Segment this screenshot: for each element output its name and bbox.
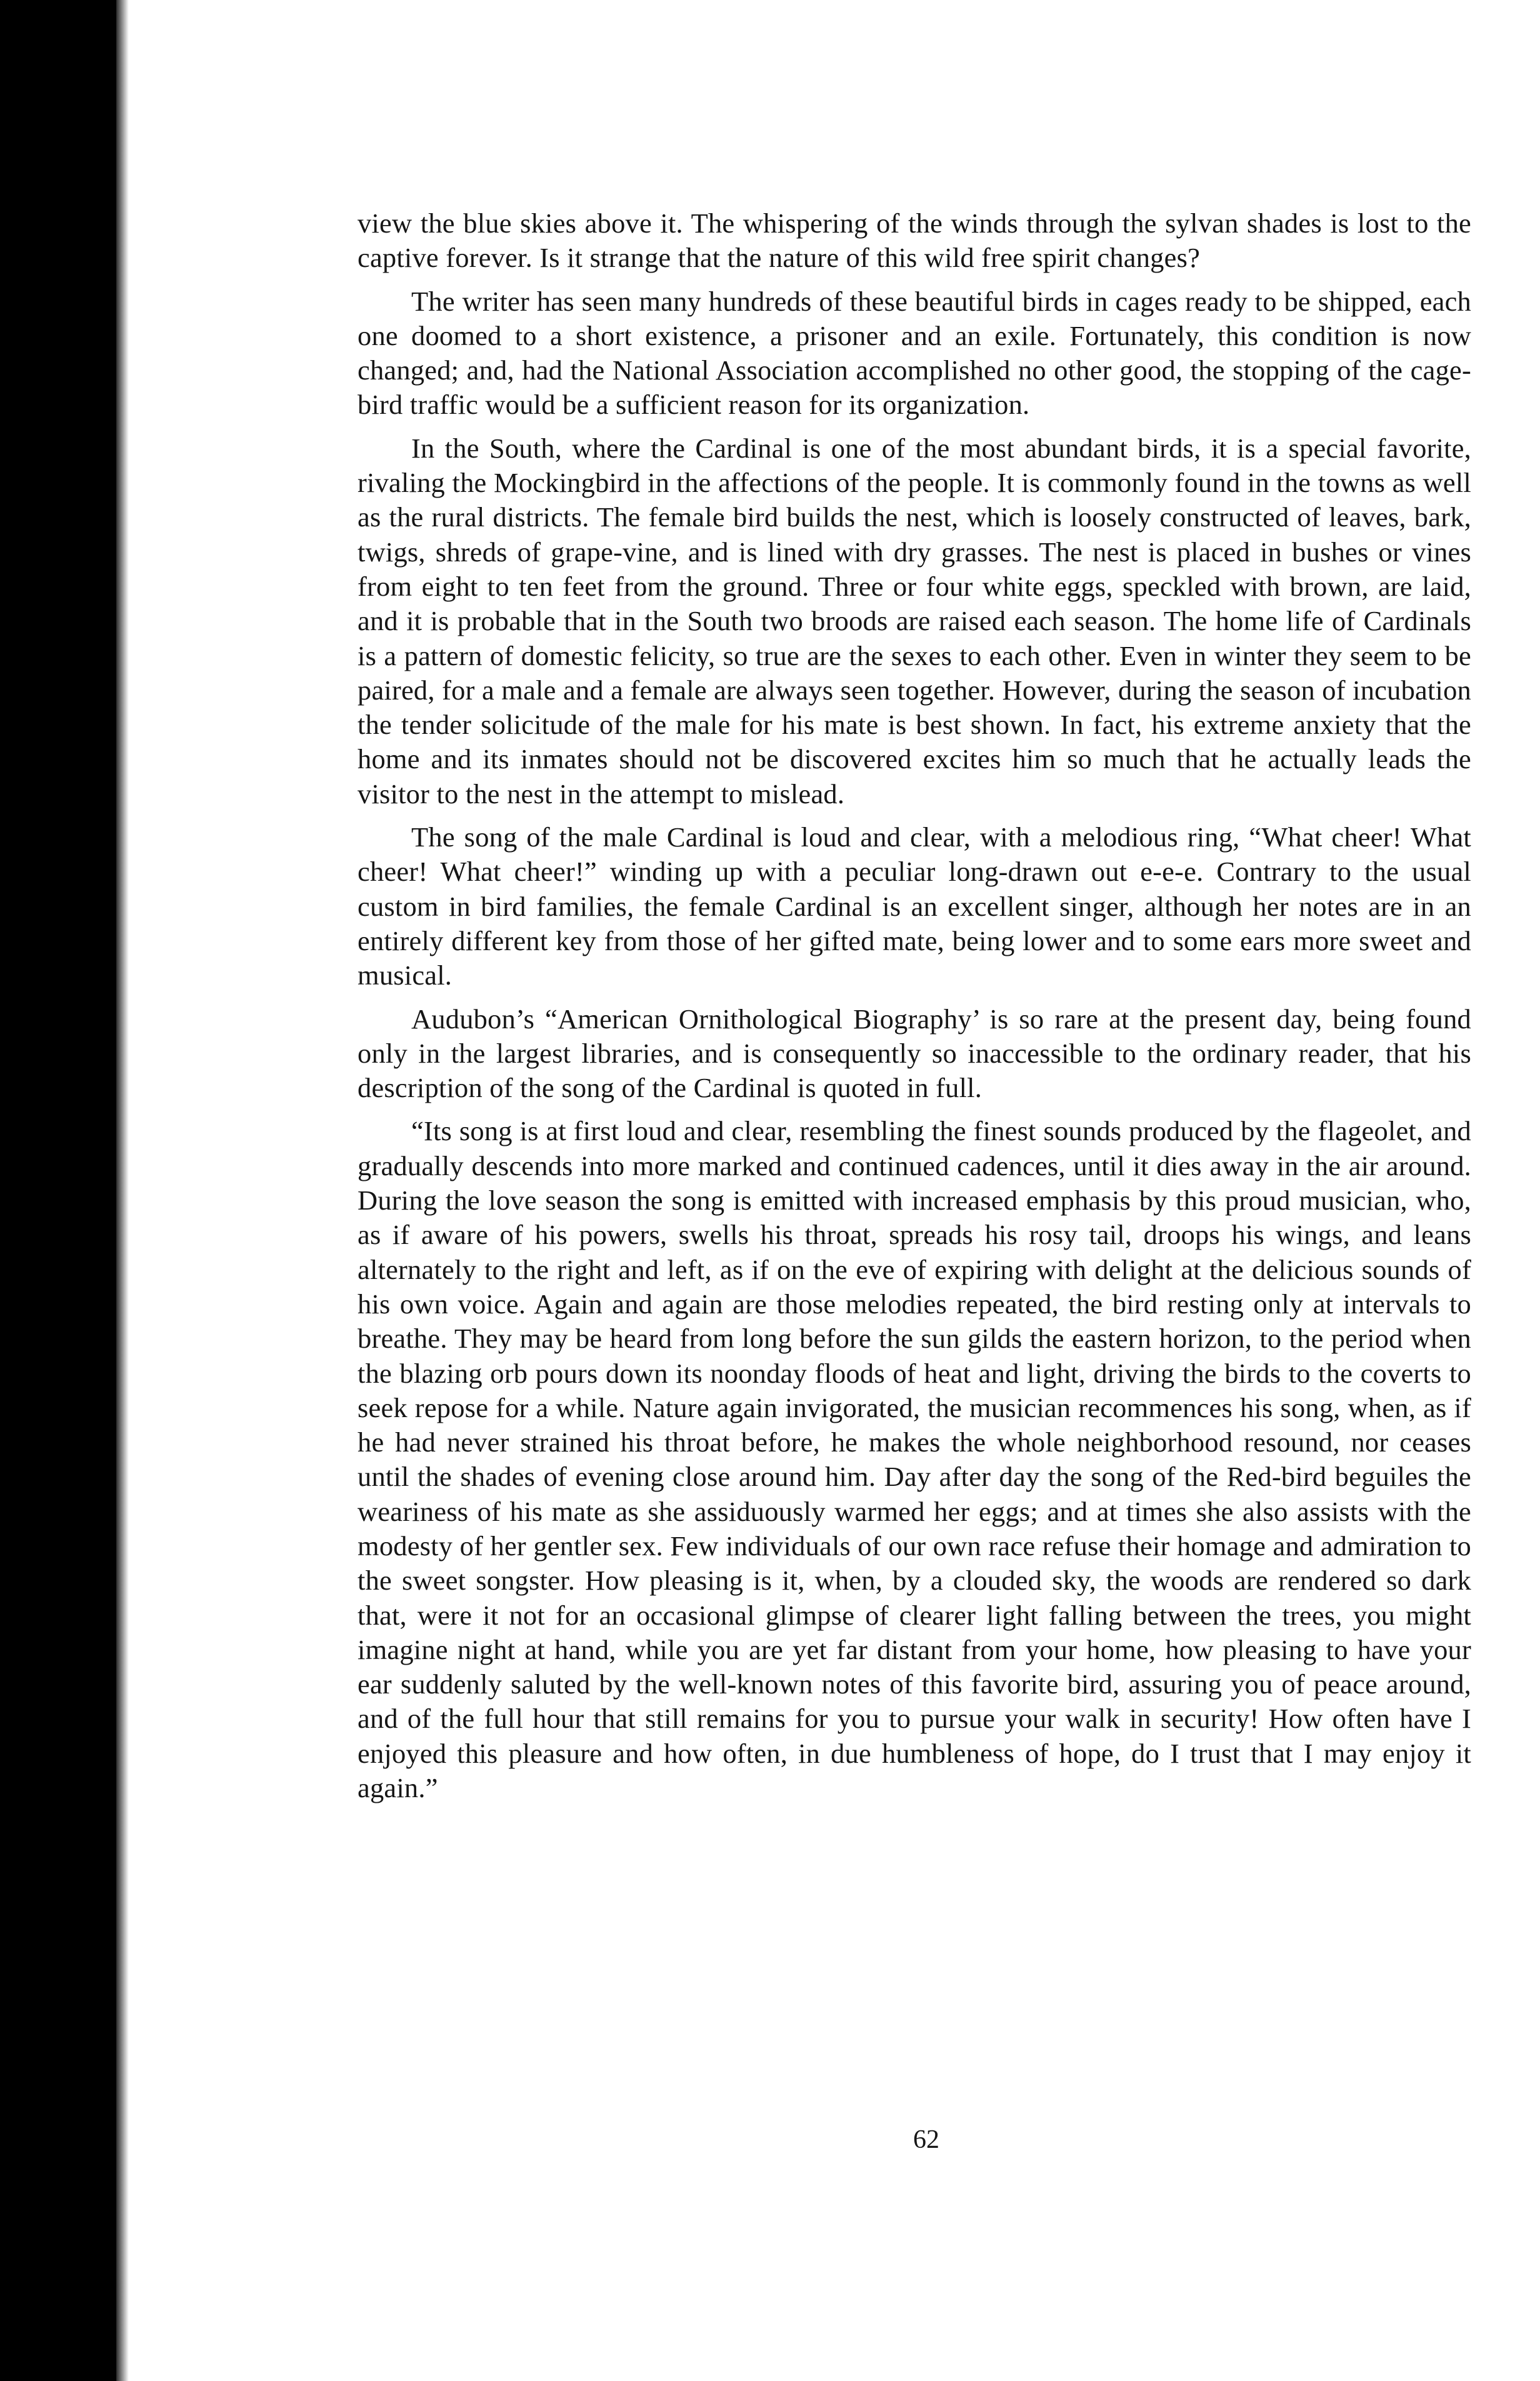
scan-edge [0,0,116,2381]
page-number: 62 [913,2125,939,2154]
paragraph-cage-bird-traffic: The writer has seen many hundreds of these beautiful birds in cages ready to be shipped, each one doomed to a short existence, a prisoner and an exile. Fortunately, this condition is now changed; and, had the National Association accomplished no other good, the stopping of the cage-bird traffic would be a sufficient reason for its organization. [358,285,1471,421]
paragraph-southern-cardinal: In the South, where the Cardinal is one of the most abundant birds, it is a special favorite, rivaling the Mockingbird in the affections of the people. It is commonly found in the towns as well as the rural districts. The female bird builds the nest, which is loosely constructed of leaves, bark, twigs, shreds of grape-vine, and is lined with dry grasses. The nest is placed in bushes or vines from eight to ten feet from the ground. Three or four white eggs, speckled with brown, are laid, and it is probable that in the South two broods are raised each season. The home life of Cardinals is a pattern of domestic felicity, so true are the sexes to each other. Even in winter they seem to be paired, for a male and a female are always seen together. However, during the season of incubation the tender solicitude of the male for his mate is best shown. In fact, his extreme anxiety that the home and its inmates should not be discovered excites him so much that he actually leads the visitor to the nest in the attempt to mislead. [358,432,1471,810]
page-body [358,206,1471,1814]
paragraph-continued: view the blue skies above it. The whispering of the winds through the sylvan shades is lost to the captive forever. Is it strange that the nature of this wild free spirit changes? [358,208,1471,274]
scan-edge-shadow [116,0,129,2381]
paragraph-audubon-intro: Audubon’s “American Ornithological Biography’ is so rare at the present day, being found only in the largest libraries, and is consequently so inaccessible to the ordinary reader, that his description of the song of the Cardinal is quoted in full. [358,1003,1471,1104]
paragraph-cardinal-song: The song of the male Cardinal is loud and clear, with a melodious ring, “What cheer! What cheer! What cheer!” winding up with a peculiar long-drawn out e-e-e. Contrary to the usual custom in bird families, the female Cardinal is an excellent singer, although her notes are in an entirely different key from those of her gifted mate, being lower and to some ears more sweet and musical. [358,821,1471,991]
paragraph-audubon-quote: “Its song is at first loud and clear, resembling the finest sounds produced by the flageolet, and gradually descends into more marked and continued cadences, until it dies away in the air around. During the love season the song is emitted with increased emphasis by this proud musician, who, as if aware of his powers, swells his throat, spreads his rosy tail, droops his wings, and leans alternately to the right and left, as if on the eve of expiring with delight at the delicious sounds of his own voice. Again and again are those melodies repeated, the bird resting only at intervals to breathe. They may be heard from long before the sun gilds the eastern horizon, to the period when the blazing orb pours down its noonday floods of heat and light, driving the birds to the coverts to seek repose for a while. Nature again invigorated, the musician recommences his song, when, as if he had never strained his throat before, he makes the whole neighborhood resound, nor ceases until the shades of evening close around him. Day after day the song of the Red-bird beguiles the weariness of his mate as she assiduously warmed her eggs; and at times she also assists with the modesty of her gentler sex. Few individuals of our own race refuse their homage and admiration to the sweet songster. How pleasing is it, when, by a clouded sky, the woods are rendered so dark that, were it not for an occasional glimpse of clearer light falling between the trees, you might imagine night at hand, while you are yet far distant from your home, how pleasing to have your ear suddenly saluted by the well-known notes of this favorite bird, assuring you of peace around, and of the full hour that still remains for you to pursue your walk in security! How often have I enjoyed this pleasure and how often, in due humbleness of hope, do I trust that I may enjoy it again.” [358,1115,1471,1804]
